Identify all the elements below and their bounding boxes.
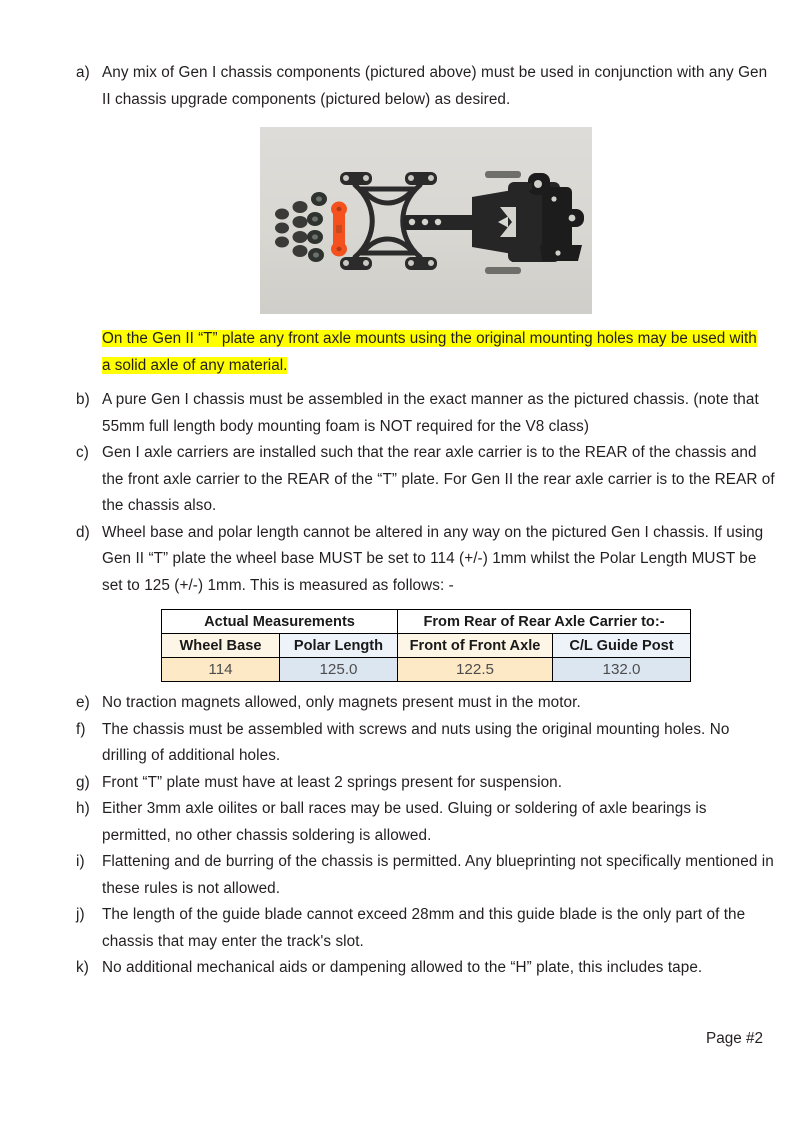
measurements-table <box>161 609 691 682</box>
list-item-marker: h) <box>76 800 90 817</box>
list-item <box>76 690 776 717</box>
table-cell-polar-length: 125.0 <box>279 658 397 682</box>
list-item <box>76 440 776 520</box>
table-row <box>161 658 690 682</box>
chassis-photo-graphic <box>260 127 592 314</box>
list-item-marker: e) <box>76 694 90 711</box>
list-item <box>76 955 776 982</box>
page-content <box>76 60 776 982</box>
table-cell-wheel-base: 114 <box>161 658 279 682</box>
list-item <box>76 796 776 849</box>
list-item <box>76 770 776 797</box>
list-item-text: Front “T” plate must have at least 2 springs present for suspension. <box>102 773 563 791</box>
list-item-text: The chassis must be assembled with screws and nuts using the original mounting holes. No drilling of additional holes. <box>102 720 730 764</box>
list-item-text: Either 3mm axle oilites or ball races may be used. Gluing or soldering of axle bearings is permitted, no other chassis soldering is allowed. <box>102 800 707 844</box>
table-cell-front-of-front-axle: 122.5 <box>398 658 553 682</box>
table-cell-cl-guide-post: 132.0 <box>553 658 691 682</box>
table-header-row-2 <box>161 634 690 658</box>
measurements-table-container <box>76 609 776 682</box>
list-item-text: Any mix of Gen I chassis components (pictured above) must be used in conjunction with any Gen II chassis upgrade components (pictured below) as desired. <box>102 64 768 108</box>
list-item <box>76 717 776 770</box>
list-item-text: Wheel base and polar length cannot be altered in any way on the pictured Gen I chassis. If using Gen II “T” plate the wheel base MUST be set to 114 (+/-) 1mm whilst the Polar Length MUST be set to 125 (+/-) 1mm. This is measured as follows: - <box>102 523 764 594</box>
list-item-marker: c) <box>76 444 89 461</box>
list-item <box>76 849 776 902</box>
table-header-front-of-front-axle: Front of Front Axle <box>398 634 553 658</box>
list-item-marker: b) <box>76 391 90 408</box>
list-item-marker: f) <box>76 720 86 738</box>
list-item-marker: g) <box>76 773 90 791</box>
list-item-text: A pure Gen I chassis must be assembled in the exact manner as the pictured chassis. (note that 55mm full length body mounting foam is NOT required for the V8 class) <box>102 391 759 435</box>
page-footer: Page #2 <box>706 1030 763 1047</box>
list-item <box>76 387 776 440</box>
list-item-marker: j) <box>76 906 85 923</box>
chassis-photo-container <box>76 127 776 314</box>
list-item-marker: a) <box>76 64 90 81</box>
table-header-polar-length: Polar Length <box>279 634 397 658</box>
table-header-wheel-base: Wheel Base <box>161 634 279 658</box>
list-item-text: No traction magnets allowed, only magnets present must in the motor. <box>102 694 581 711</box>
list-item-text: Flattening and de burring of the chassis is permitted. Any blueprinting not specifically mentioned in these rules is not allowed. <box>102 853 774 897</box>
list-item-text: The length of the guide blade cannot exceed 28mm and this guide blade is the only part of the chassis that may enter the track's slot. <box>102 906 746 950</box>
table-header-cl-guide-post: C/L Guide Post <box>553 634 691 658</box>
list-item-marker: k) <box>76 959 89 976</box>
list-item <box>76 902 776 955</box>
list-item <box>76 520 776 600</box>
list-item-text: Gen I axle carriers are installed such that the rear axle carrier is to the REAR of the chassis and the front axle carrier to the REAR of the “T” plate. For Gen II the rear axle carrier is to the REAR of the chassis also. <box>102 444 775 514</box>
highlighted-note-text: On the Gen II “T” plate any front axle mounts using the original mounting holes may be used with a solid axle of any material. <box>102 330 757 374</box>
highlighted-note <box>102 326 769 379</box>
list-item-marker: d) <box>76 523 90 541</box>
table-header-row-1 <box>161 610 690 634</box>
chassis-photo <box>260 127 592 314</box>
table-header-actual-measurements: Actual Measurements <box>161 610 397 634</box>
table-header-from-rear: From Rear of Rear Axle Carrier to:- <box>398 610 691 634</box>
list-item-text: No additional mechanical aids or dampening allowed to the “H” plate, this includes tape. <box>102 959 703 976</box>
list-item-marker: i) <box>76 853 85 870</box>
list-item <box>76 60 776 113</box>
